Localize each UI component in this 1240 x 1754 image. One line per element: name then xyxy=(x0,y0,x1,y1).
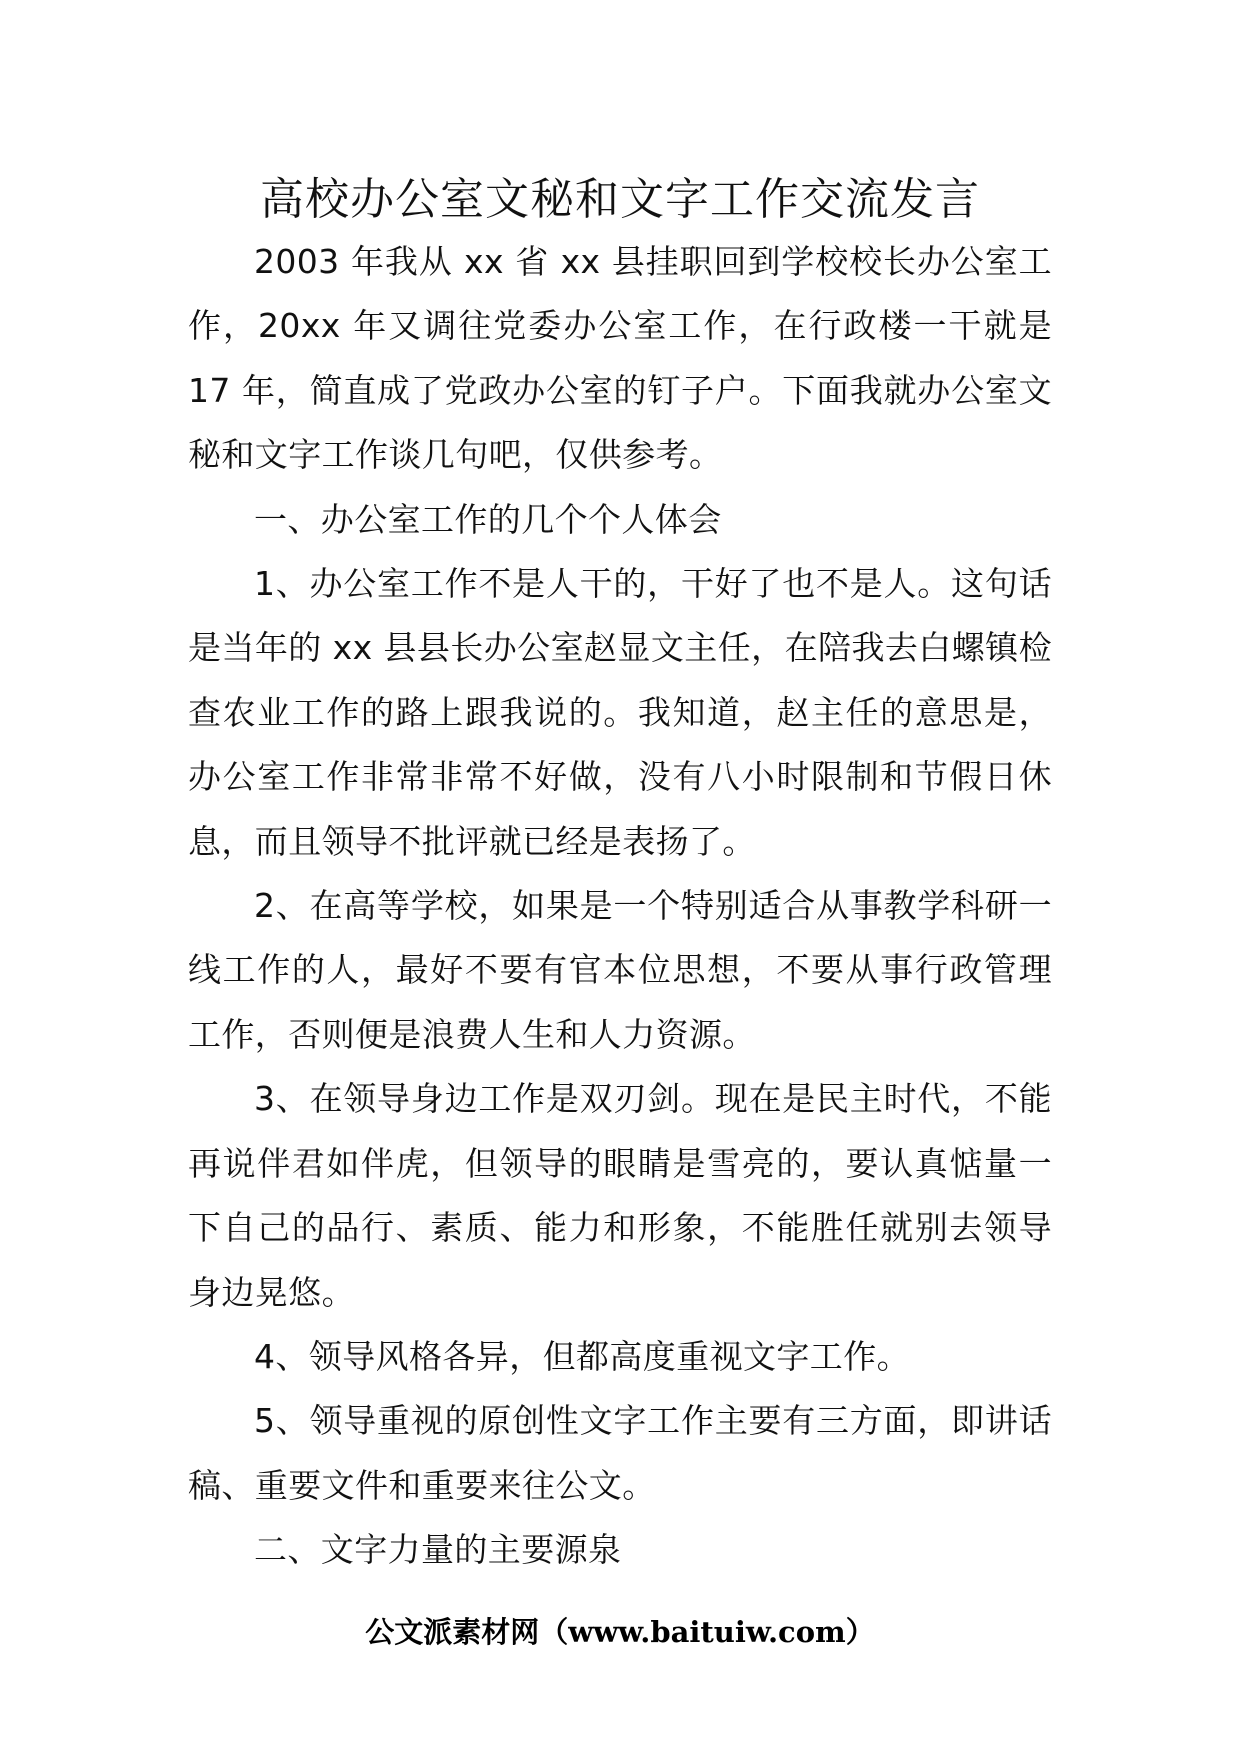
paragraph-item-1: 1、办公室工作不是人干的，干好了也不是人。这句话是当年的 xx 县县长办公室赵显文主任，在陪我去白螺镇检查农业工作的路上跟我说的。我知道，赵主任的意思是，办公室工作非常非常不好做，没有八小时限制和节假日休息，而且领导不批评就已经是表扬了。 xyxy=(188,564,1052,861)
footer-watermark-text: 公文派素材网（www.baituiw.com） xyxy=(365,1615,875,1649)
paragraph-item-3: 3、在领导身边工作是双刃剑。现在是民主时代，不能再说伴君如伴虎，但领导的眼睛是雪亮的，要认真惦量一下自己的品行、素质、能力和形象，不能胜任就别去领导身边晃悠。 xyxy=(188,1079,1052,1312)
document-title: 高校办公室文秘和文字工作交流发言 xyxy=(260,174,980,225)
paragraph-item-4: 4、领导风格各异，但都高度重视文字工作。 xyxy=(254,1336,910,1376)
document-body xyxy=(188,230,1052,1583)
section-heading-1: 一、办公室工作的几个个人体会 xyxy=(254,499,722,539)
paragraph-item-2: 2、在高等学校，如果是一个特别适合从事教学科研一线工作的人，最好不要有官本位思想，不要从事行政管理工作，否则便是浪费人生和人力资源。 xyxy=(188,886,1052,1054)
section-heading-2: 二、文字力量的主要源泉 xyxy=(254,1530,622,1570)
paragraph-intro: 2003 年我从 xx 省 xx 县挂职回到学校校长办公室工作，20xx 年又调往党委办公室工作，在行政楼一干就是 17 年，简直成了党政办公室的钉子户。下面我就办公室文秘和文字工作谈几句吧，仅供参考。 xyxy=(188,242,1052,475)
paragraph-item-5: 5、领导重视的原创性文字工作主要有三方面，即讲话稿、重要文件和重要来往公文。 xyxy=(188,1401,1052,1505)
